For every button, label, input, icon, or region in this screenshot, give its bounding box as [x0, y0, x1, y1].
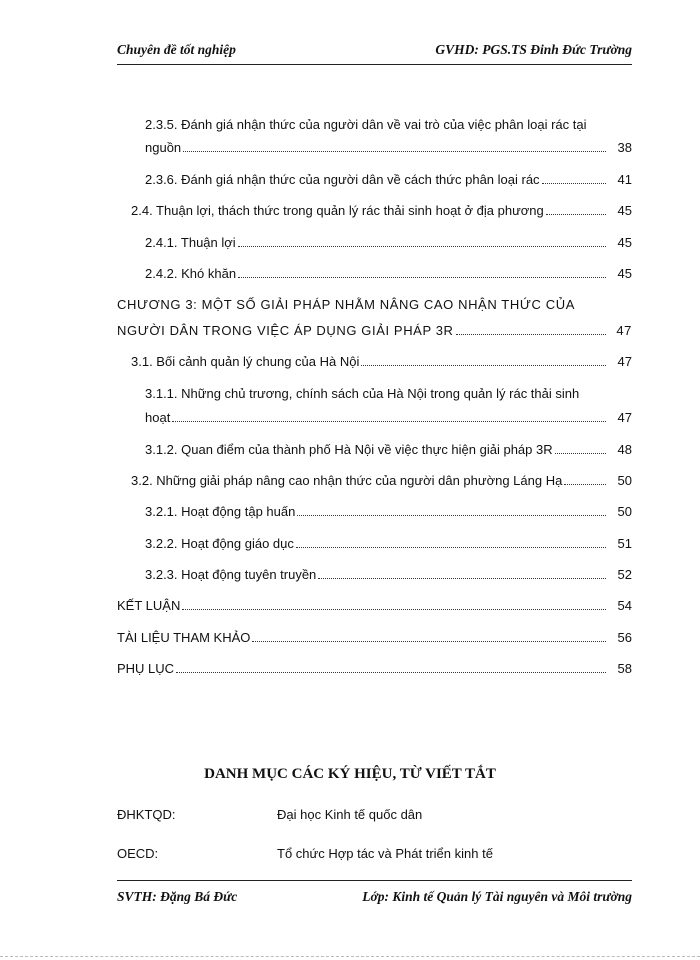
- toc-leader-dots: [183, 140, 606, 152]
- abbreviation-description: Đại học Kinh tế quốc dân: [277, 807, 423, 822]
- abbreviation-code: ĐHKTQD:: [117, 807, 176, 822]
- abbreviation-description: Tổ chức Hợp tác và Phát triển kinh tế: [277, 846, 493, 861]
- toc-item-text: 3.2.3. Hoạt động tuyên truyền: [145, 567, 317, 582]
- toc-page-number: 50: [617, 504, 632, 519]
- page-footer: [117, 880, 632, 907]
- toc-item-text: 2.4.1. Thuận lợi: [145, 235, 236, 250]
- toc-page-number: 47: [617, 354, 632, 369]
- toc-chapter-3-line1[interactable]: CHƯƠNG 3: MỘT SỐ GIẢI PHÁP NHẰM NÂNG CAO NHẬN THỨC CỦA: [117, 297, 575, 312]
- toc-item-2-4-1[interactable]: [145, 235, 632, 251]
- toc-item-text: 3.1.2. Quan điểm của thành phố Hà Nội về việc thực hiện giải pháp 3R: [145, 442, 553, 457]
- toc-appendix[interactable]: [117, 661, 632, 677]
- abbreviations-title: DANH MỤC CÁC KÝ HIỆU, TỪ VIẾT TẮT: [204, 766, 496, 782]
- toc-item-text: 2.4.2. Khó khăn: [145, 266, 237, 281]
- toc-page-number: 47: [616, 323, 632, 338]
- toc-leader-dots: [238, 235, 606, 247]
- toc-item-3-2[interactable]: [131, 473, 632, 489]
- toc-references[interactable]: [117, 630, 632, 646]
- toc-page-number: 45: [617, 235, 632, 250]
- toc-item-2-3-5[interactable]: [145, 140, 632, 156]
- toc-item-2-4-2[interactable]: [145, 266, 632, 282]
- toc-leader-dots: [564, 473, 606, 485]
- toc-leader-dots: [238, 266, 606, 278]
- toc-item-text: KẾT LUẬN: [117, 598, 181, 613]
- toc-item-text: 3.1. Bối cảnh quản lý chung của Hà Nội: [131, 354, 360, 369]
- toc-item-text: 3.2. Những giải pháp nâng cao nhận thức của người dân phường Láng Hạ: [131, 473, 563, 488]
- toc-leader-dots: [182, 598, 606, 610]
- toc-page-number: 56: [617, 630, 632, 645]
- toc-conclusion[interactable]: [117, 598, 632, 614]
- toc-leader-dots: [176, 661, 606, 673]
- toc-item-3-2-1[interactable]: [145, 504, 632, 520]
- toc-item-3-2-3[interactable]: [145, 567, 632, 583]
- toc-page-number: 45: [617, 203, 632, 218]
- abbreviation-code: OECD:: [117, 846, 159, 861]
- toc-item-3-1[interactable]: [131, 354, 632, 370]
- toc-page-number: 47: [617, 410, 632, 425]
- toc-page-number: 50: [617, 473, 632, 488]
- toc-page-number: 58: [617, 661, 632, 676]
- toc-page-number: 52: [617, 567, 632, 582]
- toc-leader-dots: [172, 410, 606, 422]
- header-supervisor: GVHD: PGS.TS Đinh Đức Trường: [435, 42, 632, 57]
- toc-item-text: 2.3.6. Đánh giá nhận thức của người dân về cách thức phân loại rác: [145, 172, 540, 187]
- toc-leader-dots: [252, 630, 606, 642]
- toc-leader-dots: [542, 172, 606, 184]
- toc-leader-dots: [318, 567, 606, 579]
- page-edge-divider: [0, 956, 700, 957]
- header-document-type: Chuyên đề tốt nghiệp: [117, 42, 236, 57]
- toc-page-number: 51: [617, 536, 632, 551]
- toc-item-text: nguồn: [145, 140, 182, 155]
- toc-item-3-1-1-line1[interactable]: 3.1.1. Những chủ trương, chính sách của Hà Nội trong quản lý rác thải sinh: [145, 386, 580, 401]
- toc-page-number: 48: [617, 442, 632, 457]
- toc-page-number: 45: [617, 266, 632, 281]
- page-header: [117, 38, 632, 65]
- toc-leader-dots: [297, 504, 606, 516]
- toc-leader-dots: [546, 203, 606, 215]
- toc-item-text: TÀI LIỆU THAM KHẢO: [117, 630, 251, 645]
- toc-item-text: hoạt: [145, 410, 171, 425]
- toc-page-number: 38: [617, 140, 632, 155]
- toc-item-text: 2.4. Thuận lợi, thách thức trong quản lý rác thải sinh hoạt ở địa phương: [131, 203, 544, 218]
- toc-item-2-3-6[interactable]: [145, 172, 632, 188]
- toc-item-2-4[interactable]: [131, 203, 632, 219]
- toc-item-3-2-2[interactable]: [145, 536, 632, 552]
- footer-student: SVTH: Đặng Bá Đức: [117, 889, 238, 904]
- toc-leader-dots: [456, 323, 606, 335]
- toc-page-number: 54: [617, 598, 632, 613]
- toc-leader-dots: [555, 442, 606, 454]
- toc-chapter-3[interactable]: [117, 323, 632, 339]
- toc-item-3-1-1[interactable]: [145, 410, 632, 426]
- toc-item-text: PHỤ LỤC: [117, 661, 175, 676]
- footer-class: Lớp: Kinh tế Quản lý Tài nguyên và Môi trường: [362, 889, 632, 904]
- toc-item-3-1-2[interactable]: [145, 442, 632, 458]
- toc-leader-dots: [361, 354, 606, 366]
- toc-item-text: NGƯỜI DÂN TRONG VIỆC ÁP DỤNG GIẢI PHÁP 3R: [117, 323, 454, 338]
- toc-item-text: 3.2.2. Hoạt động giáo dục: [145, 536, 294, 551]
- toc-item-text: 3.2.1. Hoạt động tập huấn: [145, 504, 296, 519]
- toc-item-2-3-5-line1[interactable]: 2.3.5. Đánh giá nhận thức của người dân về vai trò của việc phân loại rác tại: [145, 117, 587, 132]
- toc-leader-dots: [296, 536, 606, 548]
- toc-page-number: 41: [617, 172, 632, 187]
